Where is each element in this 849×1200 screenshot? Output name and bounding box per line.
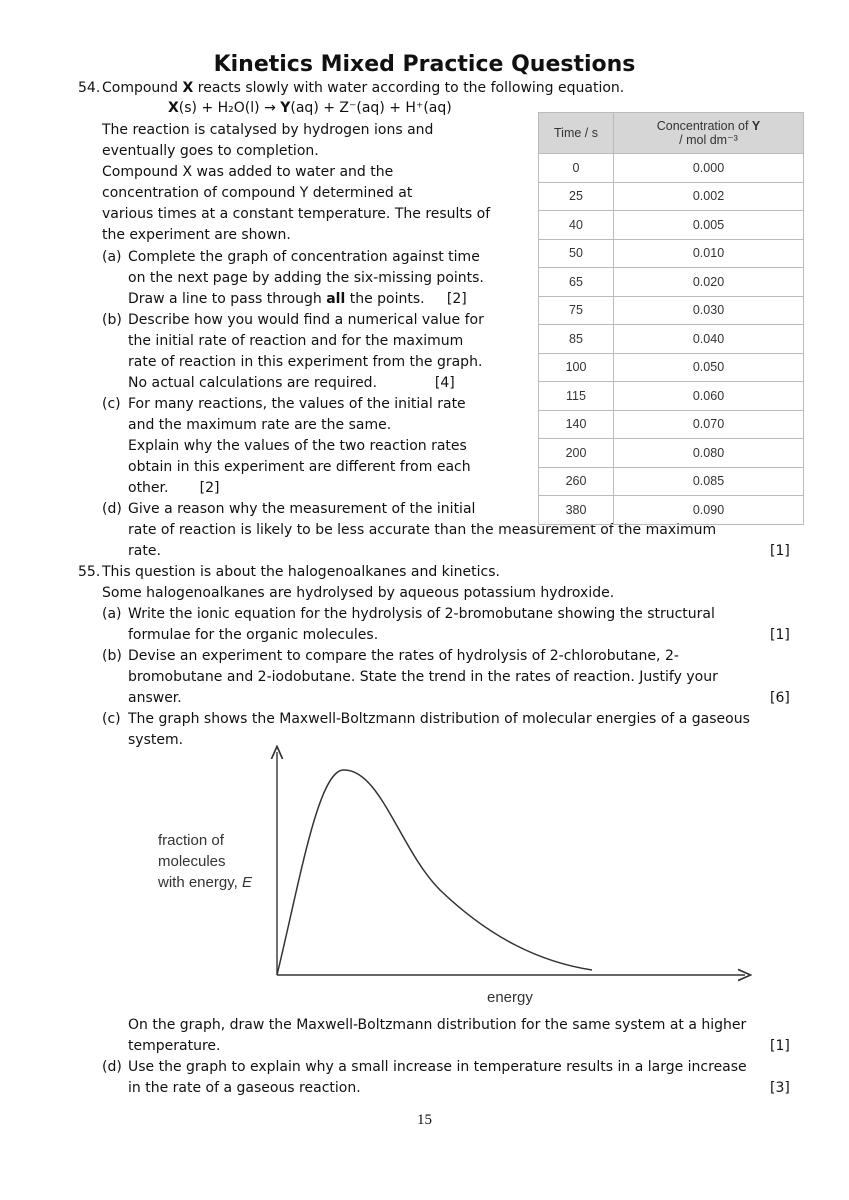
time-cell: 0	[539, 154, 614, 183]
header-conc-text: Concentration of	[656, 119, 752, 133]
y-label-line	[158, 872, 252, 893]
concentration-cell: 0.040	[614, 325, 804, 354]
text-segment: Give a reason why the measurement of the initial	[128, 501, 476, 517]
text-segment: The reaction is catalysed by hydrogen ions and	[102, 122, 434, 138]
text-segment: No actual calculations are required. [4]	[128, 375, 455, 391]
time-cell: 75	[539, 296, 614, 325]
text-segment: bromobutane and 2-iodobutane. State the trend in the rates of reaction. Justify your	[128, 669, 718, 685]
text-segment: Draw a line to pass through	[128, 291, 327, 307]
text-segment: Compound	[102, 80, 183, 96]
text-segment: on the next page by adding the six-missing points.	[128, 270, 484, 286]
header-time: Time / s	[539, 113, 614, 154]
text-segment: This question is about the halogenoalkanes and kinetics.	[102, 564, 500, 580]
concentration-cell: 0.085	[614, 467, 804, 496]
marks-label: [3]	[770, 1080, 790, 1096]
text-segment: Complete the graph of concentration against time	[128, 249, 480, 265]
text-segment: answer.	[128, 690, 182, 706]
concentration-cell: 0.090	[614, 496, 804, 525]
y-label-text: with energy,	[158, 874, 242, 891]
time-cell: 50	[539, 239, 614, 268]
concentration-cell: 0.070	[614, 410, 804, 439]
text-segment: concentration of compound Y determined at	[102, 185, 413, 201]
time-cell: 85	[539, 325, 614, 354]
text-segment: The graph shows the Maxwell-Boltzmann distribution of molecular energies of a gaseous	[128, 711, 750, 727]
concentration-cell: 0.050	[614, 353, 804, 382]
text-segment: the experiment are shown.	[102, 227, 291, 243]
text-segment: For many reactions, the values of the initial rate	[128, 396, 466, 412]
concentration-cell: 0.020	[614, 268, 804, 297]
marks-label: [1]	[770, 627, 790, 643]
text-segment: other. [2]	[128, 480, 220, 496]
text-segment: reacts slowly with water according to the following equation.	[193, 80, 625, 96]
y-label-var: E	[241, 874, 252, 891]
question-number: (d)	[102, 1059, 122, 1075]
question-number: 55.	[78, 564, 101, 580]
question-number: (d)	[102, 501, 122, 517]
text-segment: eventually goes to completion.	[102, 143, 319, 159]
text-segment: rate of reaction is likely to be less accurate than the measurement of the maximum	[128, 522, 717, 538]
text-segment: X	[168, 100, 179, 116]
concentration-cell: 0.030	[614, 296, 804, 325]
time-cell: 40	[539, 211, 614, 240]
concentration-cell: 0.000	[614, 154, 804, 183]
time-cell: 140	[539, 410, 614, 439]
text-segment: the points. [2]	[345, 291, 467, 307]
header-conc-y: Y	[751, 119, 761, 133]
concentration-cell: 0.080	[614, 439, 804, 468]
text-segment: Y	[280, 100, 291, 116]
time-cell: 260	[539, 467, 614, 496]
text-segment: temperature.	[128, 1038, 221, 1054]
text-segment: various times at a constant temperature. The results of	[102, 206, 491, 222]
concentration-cell: 0.010	[614, 239, 804, 268]
text-segment: rate.	[128, 543, 161, 559]
question-number: 54.	[78, 80, 101, 96]
text-segment: system.	[128, 732, 184, 748]
y-axis-label	[158, 830, 252, 893]
time-cell: 65	[539, 268, 614, 297]
time-cell: 200	[539, 439, 614, 468]
question-number: (c)	[102, 396, 121, 412]
marks-label: [1]	[770, 543, 790, 559]
x-axis-label: energy	[487, 989, 533, 1006]
text-segment: On the graph, draw the Maxwell-Boltzmann distribution for the same system at a higher	[128, 1017, 747, 1033]
page-title: Kinetics Mixed Practice Questions	[213, 52, 636, 77]
text-segment: the initial rate of reaction and for the maximum	[128, 333, 464, 349]
marks-label: [6]	[770, 690, 790, 706]
header-conc-unit: / mol dm⁻³	[679, 133, 738, 147]
text-segment: all	[326, 291, 346, 307]
text-segment: X	[182, 80, 194, 96]
text-segment: formulae for the organic molecules.	[128, 627, 379, 643]
distribution-curve	[277, 770, 592, 975]
concentration-cell: 0.002	[614, 182, 804, 211]
page-number: 15	[417, 1112, 432, 1128]
concentration-cell: 0.060	[614, 382, 804, 411]
time-cell: 100	[539, 353, 614, 382]
text-segment: rate of reaction in this experiment from the graph.	[128, 354, 483, 370]
marks-label: [1]	[770, 1038, 790, 1054]
text-segment: (aq) + Z⁻(aq) + H⁺(aq)	[290, 100, 452, 116]
y-label-line: molecules	[158, 853, 226, 870]
time-cell: 380	[539, 496, 614, 525]
text-segment: Compound X was added to water and the	[102, 164, 394, 180]
question-number: (a)	[102, 606, 122, 622]
y-label-line: fraction of	[158, 832, 224, 849]
text-segment: obtain in this experiment are different from each	[128, 459, 471, 475]
question-number: (b)	[102, 312, 122, 328]
text-segment: Describe how you would find a numerical value for	[128, 312, 484, 328]
text-segment: in the rate of a gaseous reaction.	[128, 1080, 361, 1096]
question-number: (b)	[102, 648, 122, 664]
text-segment: Write the ionic equation for the hydrolysis of 2-bromobutane showing the structural	[128, 606, 715, 622]
concentration-cell: 0.005	[614, 211, 804, 240]
text-segment: (s) + H₂O(l) →	[178, 100, 281, 116]
text-segment: Some halogenoalkanes are hydrolysed by aqueous potassium hydroxide.	[102, 585, 615, 601]
question-number: (c)	[102, 711, 121, 727]
time-cell: 25	[539, 182, 614, 211]
time-cell: 115	[539, 382, 614, 411]
question-number: (a)	[102, 249, 122, 265]
text-segment: Explain why the values of the two reaction rates	[128, 438, 467, 454]
text-segment: and the maximum rate are the same.	[128, 417, 392, 433]
text-segment: Use the graph to explain why a small increase in temperature results in a large increase	[128, 1059, 747, 1075]
text-segment: Devise an experiment to compare the rates of hydrolysis of 2-chlorobutane, 2-	[128, 648, 679, 664]
